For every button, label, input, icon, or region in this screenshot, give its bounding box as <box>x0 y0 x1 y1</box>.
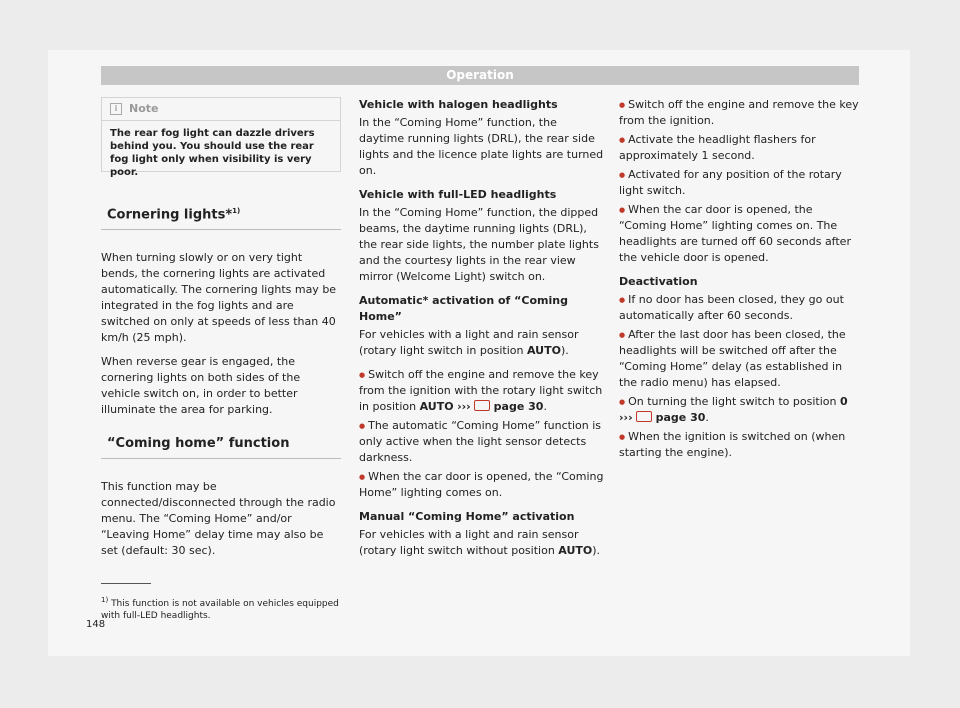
note-body: The rear fog light can dazzle drivers behind you. You should use the rear fog light only when visibility is very poor. <box>110 128 315 178</box>
deactivation-bullet-2: ● After the last door has been closed, the headlights will be switched off after the “Coming Home” delay (as established in the radio menu) has elapsed. <box>619 327 860 391</box>
column-middle <box>359 97 604 567</box>
cornering-heading: Cornering lights*$^{1)}$ <box>101 203 341 230</box>
off-symbol: 0 <box>839 395 848 408</box>
info-icon: i <box>110 103 122 115</box>
cornering-paragraph-1: When turning slowly or on very tight bends, the cornering lights are activated automatically. The cornering lights may be integrated in the fog lights and are switched on only at speeds of less than 40 km/h (25 mph). <box>101 251 337 345</box>
auto-subheading: Automatic* activation of “Coming Home” <box>359 294 568 323</box>
halogen-subheading: Vehicle with halogen headlights <box>359 98 558 111</box>
note-box <box>101 97 341 178</box>
auto-symbol: AUTO <box>526 344 561 357</box>
footnote <box>101 583 351 622</box>
coming-home-paragraph: This function may be connected/disconnected through the radio menu. The “Coming Home” and/or “Leaving Home” delay time may also be set (default: 30 sec). <box>101 480 336 558</box>
coming-home-heading: “Coming home” function <box>101 436 341 459</box>
note-header <box>102 98 340 121</box>
led-subheading: Vehicle with full-LED headlights <box>359 188 557 201</box>
book-icon <box>636 411 652 422</box>
column-left <box>101 97 341 567</box>
footnote-rule <box>101 583 151 584</box>
manual-bullet-2: ● Activate the headlight flashers for approximately 1 second. <box>619 132 860 164</box>
page-reference-link[interactable]: page 30 <box>493 400 544 413</box>
auto-bullet-1: ● Switch off the engine and remove the key from the ignition with the rotary light switch in position AUTO ››› page 30. <box>359 367 604 415</box>
auto-bullet-3: ● When the car door is opened, the “Coming Home” lighting comes on. <box>359 469 604 501</box>
cross-ref-arrows: ››› <box>457 400 471 413</box>
book-icon <box>474 400 490 411</box>
manual-bullet-3: ● Activated for any position of the rotary light switch. <box>619 167 860 199</box>
footnote-ref: 1) <box>232 207 241 215</box>
led-paragraph: In the “Coming Home” function, the dipped beams, the daytime running lights (DRL), the rear side lights, the number plate lights and the courtesy lights in the rear view mirror (Welcome Light) switch on. <box>359 206 599 283</box>
deactivation-subheading: Deactivation <box>619 275 698 288</box>
manual-subheading: Manual “Coming Home” activation <box>359 510 575 523</box>
deactivation-bullet-1: ● If no door has been closed, they go out automatically after 60 seconds. <box>619 292 860 324</box>
note-title: Note <box>129 102 159 115</box>
page-reference-link[interactable]: page 30 <box>655 411 706 424</box>
auto-paragraph: For vehicles with a light and rain sensor (rotary light switch in position AUTO). <box>359 328 579 357</box>
deactivation-bullet-3: ● On turning the light switch to position 0 ››› page 30. <box>619 394 860 426</box>
cornering-paragraph-2: When reverse gear is engaged, the cornering lights on both sides of the vehicle switch on, in order to better illuminate the area for parking. <box>101 355 301 417</box>
manual-bullet-4: ● When the car door is opened, the “Coming Home” lighting comes on. The headlights are turned off 60 seconds after the vehicle door is opened. <box>619 202 860 266</box>
auto-symbol: AUTO <box>419 400 454 413</box>
cross-ref-arrows: ››› <box>619 411 633 424</box>
auto-bullet-2: ● The automatic “Coming Home” function is only active when the light sensor detects darkness. <box>359 418 604 466</box>
deactivation-bullet-4: ● When the ignition is switched on (when starting the engine). <box>619 429 860 461</box>
column-right <box>619 97 860 464</box>
manual-paragraph: For vehicles with a light and rain sensor (rotary light switch without position AUTO). <box>359 528 601 557</box>
page-number: 148 <box>86 619 106 630</box>
auto-symbol: AUTO <box>558 544 593 557</box>
section-header: Operation <box>101 66 859 85</box>
manual-bullet-1: ● Switch off the engine and remove the key from the ignition. <box>619 97 860 129</box>
halogen-paragraph: In the “Coming Home” function, the daytime running lights (DRL), the rear side lights and the licence plate lights are turned on. <box>359 116 604 177</box>
footnote-text: $^{1)}$ This function is not available on vehicles equipped with full-LED headlights. <box>101 596 339 621</box>
